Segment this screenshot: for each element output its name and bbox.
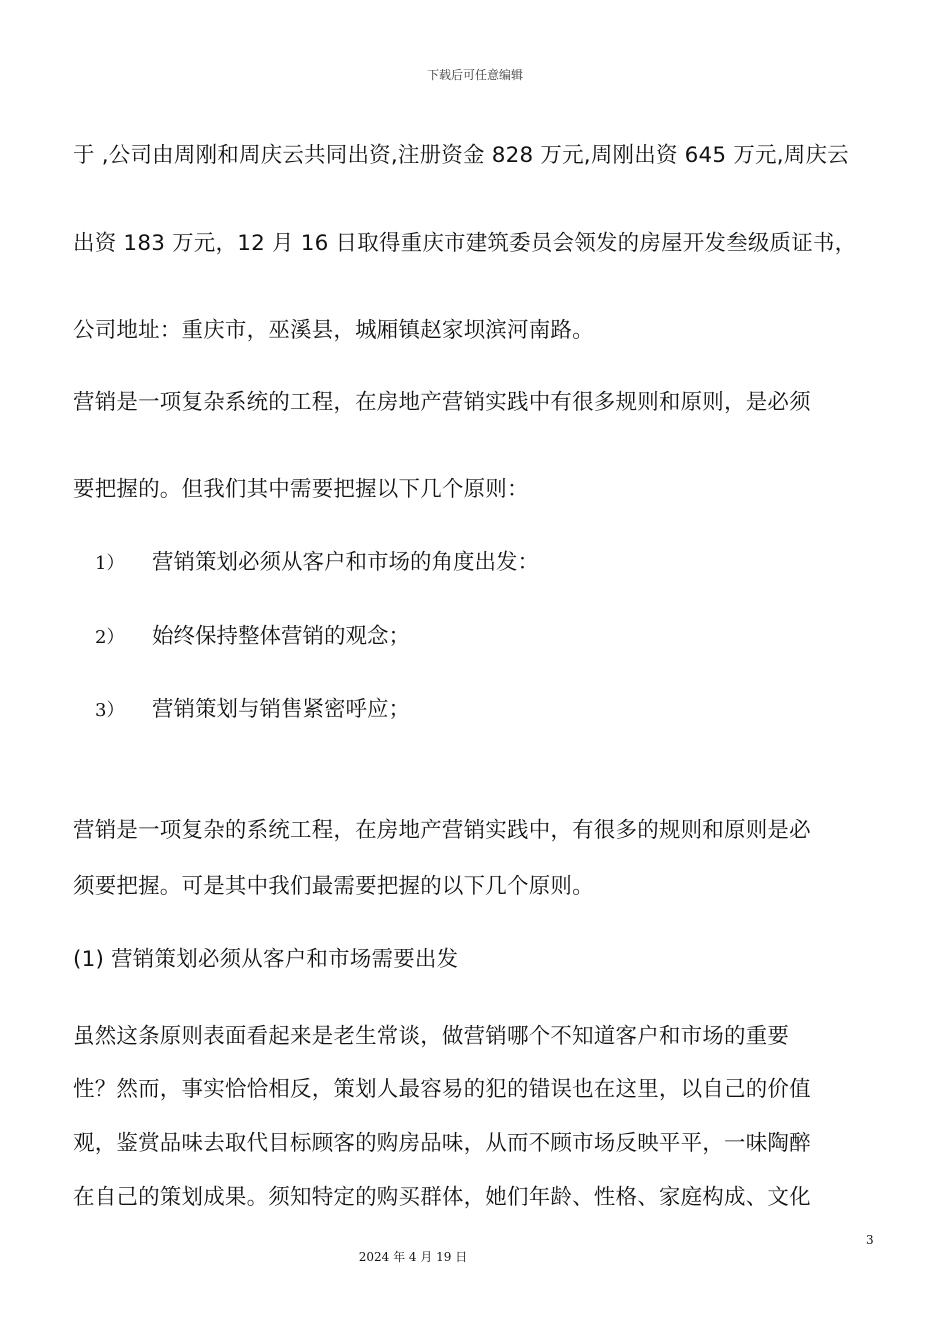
paragraph-4: (1) 营销策划必须从客户和市场需要出发	[73, 947, 459, 972]
list-number: 3）	[95, 700, 125, 721]
list-item	[95, 619, 410, 650]
paragraph-5-line-2: 性？然而，事实恰恰相反，策划人最容易的犯的错误也在这里，以自己的价值	[73, 1077, 811, 1102]
list-number: 2）	[95, 627, 125, 648]
paragraph-2-line-2: 要把握的。但我们其中需要把握以下几个原则：	[73, 477, 529, 502]
page-number: 3	[866, 1233, 874, 1247]
paragraph-1-line-3: 公司地址：重庆市，巫溪县，城厢镇赵家坝滨河南路。	[73, 318, 594, 343]
footer-date: 2024 年 4 月 19 日	[358, 1250, 468, 1264]
list-text: 营销策划与销售紧密呼应；	[152, 697, 411, 722]
paragraph-1-line-2: 出资 183 万元，12 月 16 日取得重庆市建筑委员会领发的房屋开发叁级质证书，	[73, 231, 857, 256]
paragraph-3-line-1: 营销是一项复杂的系统工程，在房地产营销实践中，有很多的规则和原则是必	[73, 818, 811, 843]
list-item	[95, 692, 410, 723]
list-item	[95, 545, 539, 576]
paragraph-5-line-1: 虽然这条原则表面看起来是老生常谈，做营销哪个不知道客户和市场的重要	[73, 1024, 790, 1049]
list-number: 1）	[95, 553, 125, 574]
paragraph-3-line-2: 须要把握。可是其中我们最需要把握的以下几个原则。	[73, 874, 594, 899]
paragraph-5-line-4: 在自己的策划成果。须知特定的购买群体，她们年龄、性格、家庭构成、文化	[73, 1185, 811, 1210]
paragraph-1-line-1: 于 ,公司由周刚和周庆云共同出资,注册资金 828 万元,周刚出资 645 万元,周庆云	[73, 143, 849, 168]
paragraph-5-line-3: 观，鉴赏品味去取代目标顾客的购房品味，从而不顾市场反映平平，一味陶醉	[73, 1131, 811, 1156]
list-text: 始终保持整体营销的观念；	[152, 624, 411, 649]
paragraph-2-line-1: 营销是一项复杂系统的工程，在房地产营销实践中有很多规则和原则，是必须	[73, 390, 811, 415]
page-header: 下载后可任意编辑	[426, 68, 523, 82]
list-text: 营销策划必须从客户和市场的角度出发：	[152, 550, 540, 575]
